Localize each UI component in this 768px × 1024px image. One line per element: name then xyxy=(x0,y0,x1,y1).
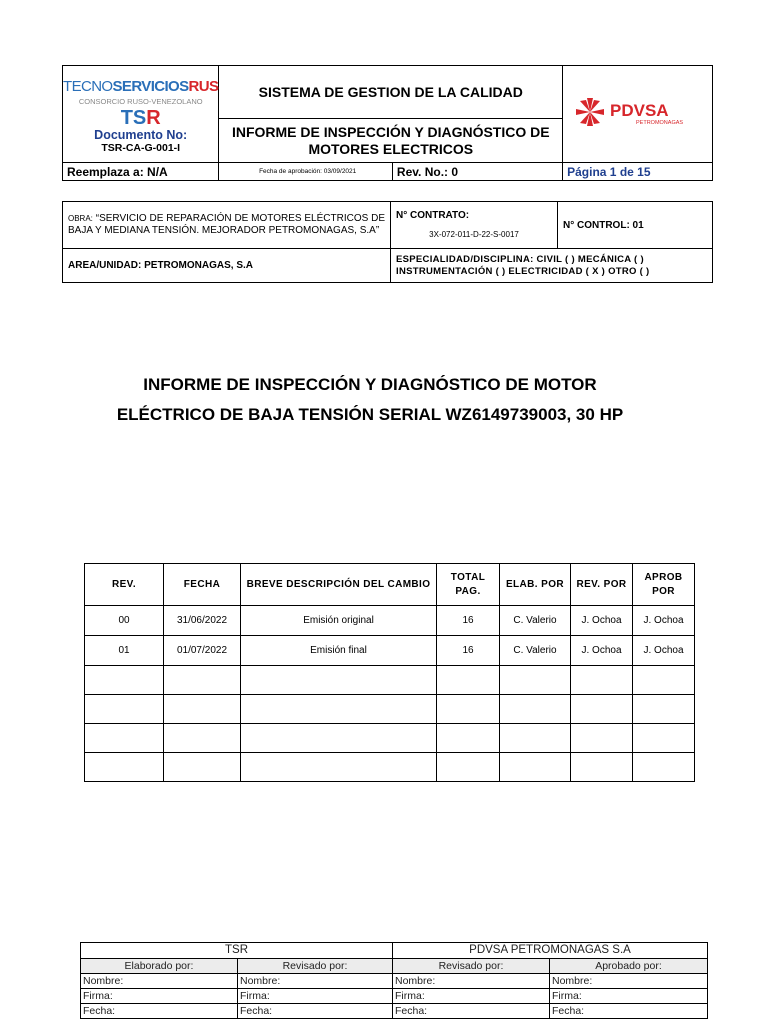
cell-rev-por: J. Ochoa xyxy=(571,606,633,636)
nombre-field: Nombre: xyxy=(393,974,550,989)
col-header-total-pag: TOTAL PAG. xyxy=(437,564,500,606)
cell-aprob-por: J. Ochoa xyxy=(633,606,695,636)
cell-fecha: 31/06/2022 xyxy=(164,606,241,636)
fecha-field: Fecha: xyxy=(238,1004,393,1019)
cell-aprob-por: J. Ochoa xyxy=(633,636,695,666)
cell-elab-por: C. Valerio xyxy=(500,606,571,636)
col-header-rev: REV. xyxy=(85,564,164,606)
revision-header-row xyxy=(85,564,695,606)
table-row xyxy=(85,636,695,666)
approval-date: Fecha de aprobación: 03/09/2021 xyxy=(219,163,393,181)
empty-row xyxy=(85,724,695,753)
col-header-descripcion: BREVE DESCRIPCIÓN DEL CAMBIO xyxy=(241,564,437,606)
cell-total-pag: 16 xyxy=(437,636,500,666)
page-number: Página 1 de 15 xyxy=(563,163,713,181)
col-header-elab-por: ELAB. POR xyxy=(500,564,571,606)
fecha-field: Fecha: xyxy=(550,1004,708,1019)
col-header-rev-por: REV. POR xyxy=(571,564,633,606)
col-header-aprob-por: APROB POR xyxy=(633,564,695,606)
table-row xyxy=(85,606,695,636)
project-info-table xyxy=(62,201,713,283)
document-code: TSR-CA-G-001-I xyxy=(101,141,181,154)
firma-field: Firma: xyxy=(81,989,238,1004)
cell-rev-por: J. Ochoa xyxy=(571,636,633,666)
tsr-logo-block xyxy=(63,66,219,163)
contract-number: N° CONTRATO: 3X-072-011-D-22-S-0017 xyxy=(391,202,558,249)
tecnoservicios-logo: TECNOSERVICIOSRUS xyxy=(63,77,219,95)
pdvsa-logo-block xyxy=(563,66,713,163)
empty-row xyxy=(85,695,695,724)
cell-total-pag: 16 xyxy=(437,606,500,636)
elaborado-por-header: Elaborado por: xyxy=(81,959,238,974)
cell-elab-por: C. Valerio xyxy=(500,636,571,666)
main-title-line1: INFORME DE INSPECCIÓN Y DIAGNÓSTICO DE MOTOR xyxy=(143,375,597,394)
document-header xyxy=(62,65,713,181)
pdvsa-org-label: PDVSA PETROMONAGAS S.A xyxy=(393,943,708,959)
empty-row xyxy=(85,753,695,782)
signature-table xyxy=(80,942,708,1019)
tsr-mark-logo: TSR xyxy=(120,106,161,129)
revisado-por-header: Revisado por: xyxy=(393,959,550,974)
firma-field: Firma: xyxy=(393,989,550,1004)
area-unit: AREA/UNIDAD: PETROMONAGAS, S.A xyxy=(63,249,391,283)
report-title: INFORME DE INSPECCIÓN Y DIAGNÓSTICO DE MOTORES ELECTRICOS xyxy=(219,119,563,163)
pdvsa-flower-icon xyxy=(576,98,604,126)
cell-fecha: 01/07/2022 xyxy=(164,636,241,666)
consorcio-label: CONSORCIO RUSO-VENEZOLANO xyxy=(78,96,203,106)
nombre-field: Nombre: xyxy=(81,974,238,989)
tsr-org-label: TSR xyxy=(81,943,393,959)
cell-rev: 01 xyxy=(85,636,164,666)
nombre-field: Nombre: xyxy=(238,974,393,989)
document-number-label: Documento No: xyxy=(94,127,188,142)
aprobado-por-header: Aprobado por: xyxy=(550,959,708,974)
system-title: SISTEMA DE GESTION DE LA CALIDAD xyxy=(219,66,563,119)
revisado-por-header: Revisado por: xyxy=(238,959,393,974)
obra-description: OBRA: “SERVICIO DE REPARACIÓN DE MOTORES ELÉCTRICOS DE BAJA Y MEDIANA TENSIÓN. MEJORADOR PETROMONAGAS, S.A” xyxy=(63,202,391,249)
firma-field: Firma: xyxy=(550,989,708,1004)
svg-text:PETROMONAGAS: PETROMONAGAS xyxy=(635,119,683,126)
replaces-field: Reemplaza a: N/A xyxy=(63,163,219,181)
control-number: N° CONTROL: 01 xyxy=(558,202,713,249)
cell-descripcion: Emisión original xyxy=(241,606,437,636)
fecha-field: Fecha: xyxy=(393,1004,550,1019)
fecha-field: Fecha: xyxy=(81,1004,238,1019)
empty-row xyxy=(85,666,695,695)
revision-history-table xyxy=(84,563,695,782)
cell-descripcion: Emisión final xyxy=(241,636,437,666)
main-title-line2: ELÉCTRICO DE BAJA TENSIÓN SERIAL WZ6149739003, 30 HP xyxy=(116,405,624,424)
svg-text:PDVSA: PDVSA xyxy=(609,100,669,120)
specialty-discipline: ESPECIALIDAD/DISCIPLINA: CIVIL ( ) MECÁNICA ( ) INSTRUMENTACIÓN ( ) ELECTRICIDAD ( X ) OTRO ( ) xyxy=(391,249,713,283)
nombre-field: Nombre: xyxy=(550,974,708,989)
cell-rev: 00 xyxy=(85,606,164,636)
revision-number: Rev. No.: 0 xyxy=(392,163,562,181)
col-header-fecha: FECHA xyxy=(164,564,241,606)
pdvsa-logo xyxy=(574,95,702,129)
firma-field: Firma: xyxy=(238,989,393,1004)
